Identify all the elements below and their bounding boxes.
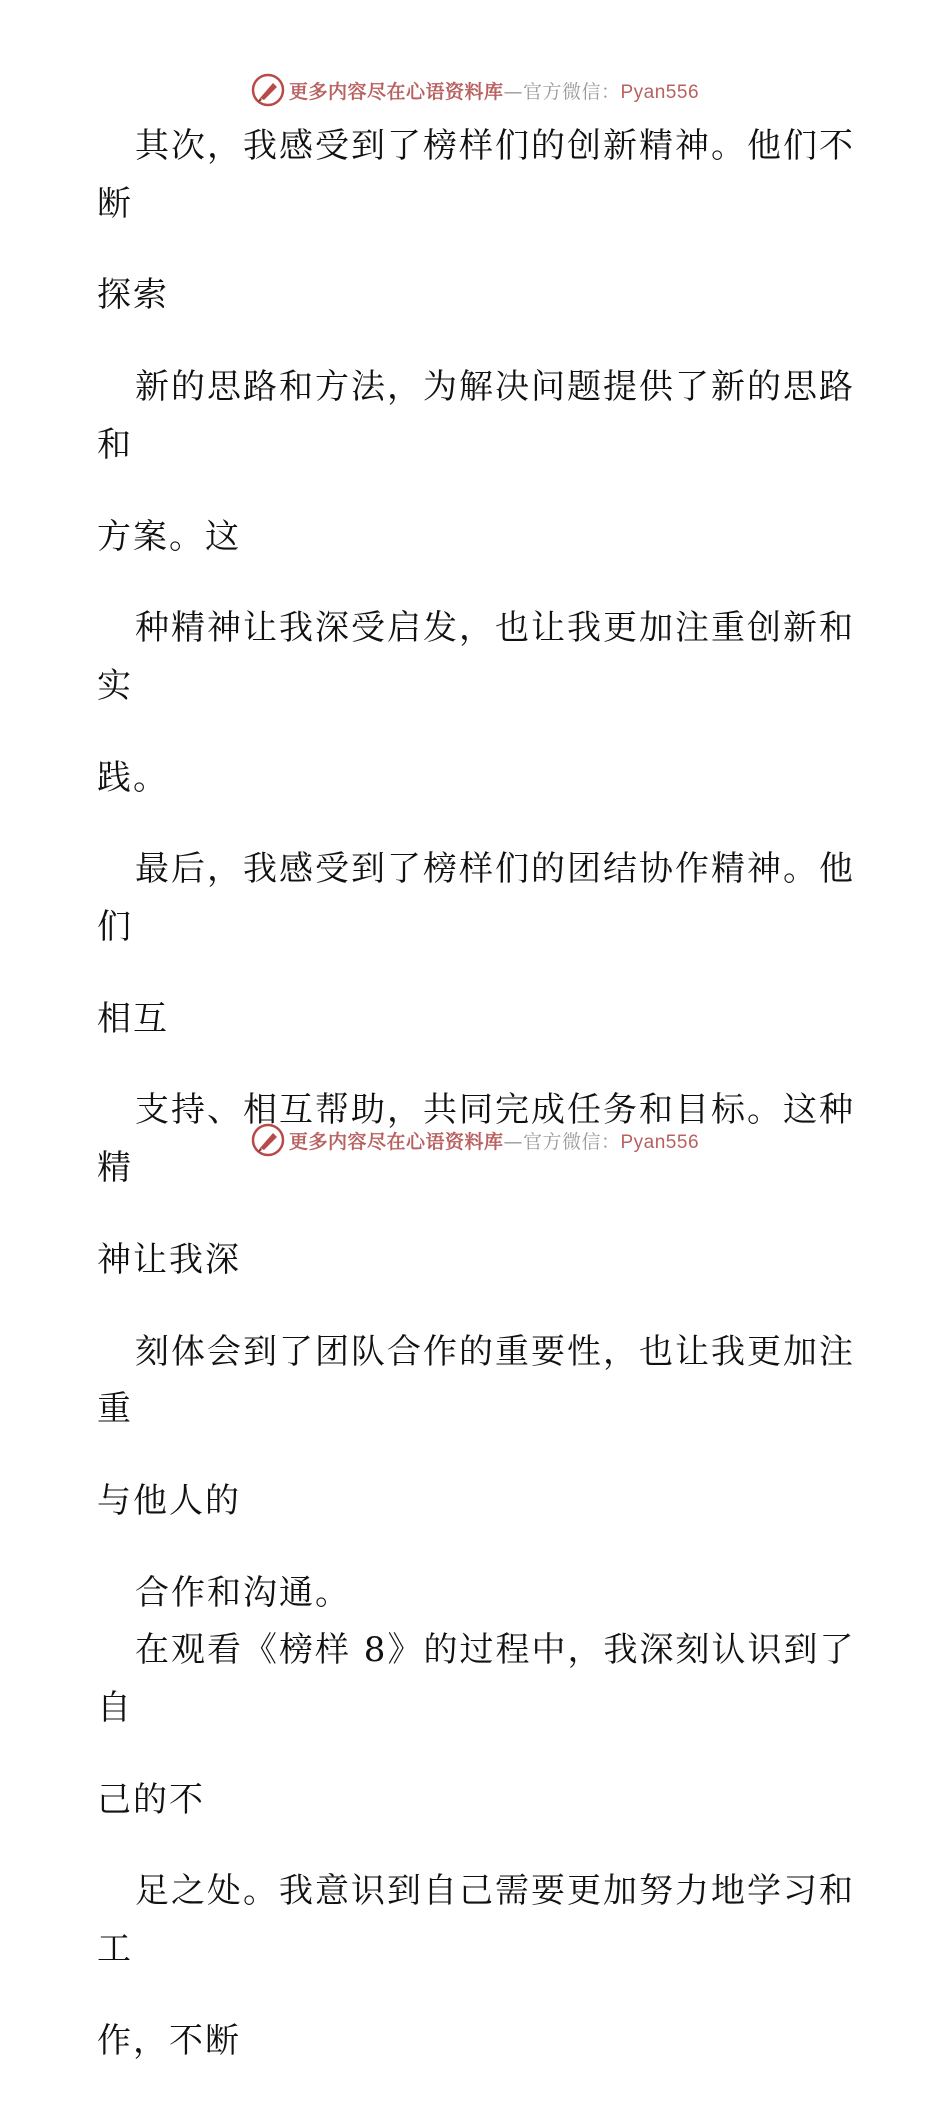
text-line: 种精神让我深受启发，也让我更加注重创新和实 bbox=[97, 608, 855, 706]
text-line: 其次，我感受到了榜样们的创新精神。他们不断 bbox=[97, 126, 855, 224]
header-wechat-id: Pyan556 bbox=[620, 81, 700, 103]
text-line: 在观看《榜样 8》的过程中，我深刻认识到了自 bbox=[97, 1630, 856, 1729]
document-body bbox=[97, 118, 857, 2105]
footer-site-text: 更多内容尽在心语资料库 bbox=[288, 1130, 504, 1153]
pen-logo-icon bbox=[251, 73, 285, 107]
header-site-text: 更多内容尽在心语资料库 bbox=[288, 80, 504, 103]
header-watermark bbox=[0, 68, 950, 112]
text-line: 践。 bbox=[97, 757, 169, 798]
text-line: 己的不 bbox=[97, 1779, 205, 1820]
text-line: 相互 bbox=[97, 998, 169, 1039]
pen-logo-icon bbox=[251, 1123, 285, 1157]
footer-watermark bbox=[0, 1118, 950, 1162]
text-line: 作，不断 bbox=[97, 2020, 241, 2061]
text-line: 新的思路和方法，为解决问题提供了新的思路和 bbox=[97, 367, 855, 465]
footer-wechat-label: 官方微信： bbox=[522, 1130, 621, 1153]
text-line: 神让我深 bbox=[97, 1239, 241, 1280]
text-line: 合作和沟通。 bbox=[135, 1572, 351, 1613]
text-line: 探索 bbox=[97, 275, 169, 316]
text-line: 与他人的 bbox=[97, 1480, 241, 1521]
text-line: 最后，我感受到了榜样们的团结协作精神。他们 bbox=[97, 849, 855, 948]
text-line: 足之处。我意识到自己需要更加努力地学习和工 bbox=[97, 1871, 855, 1970]
header-dash: — bbox=[503, 80, 523, 103]
text-line: 方案。这 bbox=[97, 516, 241, 557]
footer-wechat-id: Pyan556 bbox=[620, 1131, 700, 1153]
footer-dash: — bbox=[503, 1130, 523, 1153]
text-line: 支持、相互帮助，共同完成任务和目标。这种精 bbox=[97, 1090, 855, 1189]
header-wechat-label: 官方微信： bbox=[522, 80, 621, 103]
text-line: 刻体会到了团队合作的重要性，也让我更加注重 bbox=[97, 1331, 855, 1430]
